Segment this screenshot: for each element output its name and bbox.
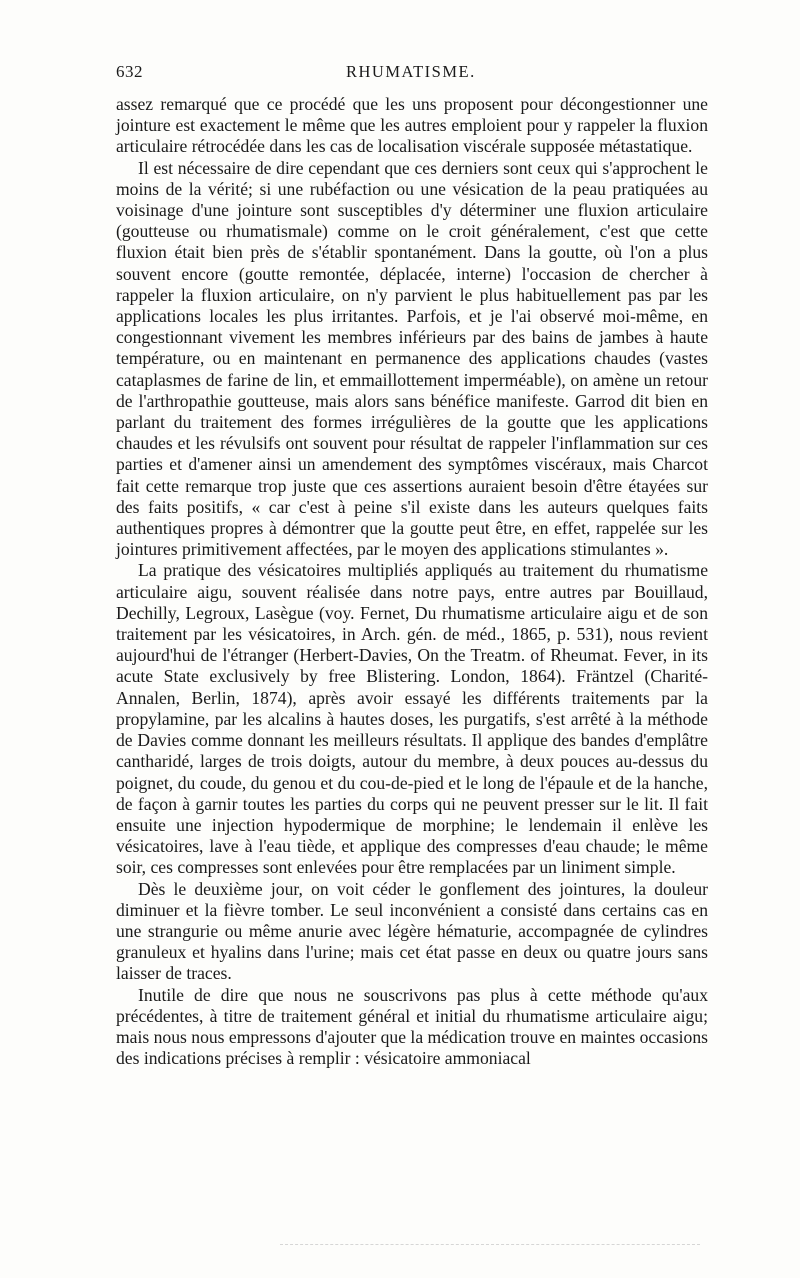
paragraph-1: assez remarqué que ce procédé que les uns proposent pour décongestionner une jointure est exactement le même que les autres emploient pour y rappeler la fluxion articulaire rétrocédée dans les cas de localisation viscérale supposée métastatique. (116, 94, 708, 157)
running-head: RHUMATISME. (346, 62, 476, 81)
paragraph-3: La pratique des vésicatoires multipliés appliqués au traitement du rhumatisme articulaire aigu, souvent réalisée dans notre pays, entre autres par Bouillaud, Dechilly, Legroux, Lasègue (voy. Fernet, Du rhumatisme articulaire aigu et de son traitement par les vésicatoires, in Arch. gén. de méd., 1865, p. 531), nous revient aujourd'hui de l'étranger (Herbert-Davies, On the Treatm. of Rheumat. Fever, in its acute State exclusively by free Blistering. London, 1864). Fräntzel (Charité-Annalen, Berlin, 1874), après avoir essayé les différents traitements par la propylamine, par les alcalins à hautes doses, les purgatifs, s'est arrêté à la méthode de Davies comme donnant les meilleurs résultats. Il applique des bandes d'emplâtre cantharidé, larges de trois doigts, autour du membre, à deux pouces au-dessus du poignet, du coude, du genou et du cou-de-pied et le long de l'épaule et de la hanche, de façon à garnir toutes les parties du corps qui ne peuvent presser sur le lit. Il fait ensuite une injection hypodermique de morphine; le lendemain il enlève les vésicatoires, lave à l'eau tiède, et applique des compresses d'eau chaude; le même soir, ces compresses sont enlevées pour être remplacées par un liniment simple. (116, 560, 708, 878)
paragraph-5: Inutile de dire que nous ne souscrivons pas plus à cette méthode qu'aux précédentes, à titre de traitement général et initial du rhumatisme articulaire aigu; mais nous nous empressons d'ajouter que la médication trouve en maintes occasions des indications précises à remplir : vésicatoire ammoniacal (116, 984, 708, 1069)
page-bottom-rule (280, 1244, 700, 1245)
page-number: 632 (116, 62, 143, 81)
paragraph-2: Il est nécessaire de dire cependant que ces derniers sont ceux qui s'approchent le moins de la vérité; si une rubéfaction ou une vésication de la peau pratiquées au voisinage d'une jointure sont susceptibles d'y déterminer une fluxion articulaire (goutteuse ou rhumatismale) comme on le croit généralement, c'est que cette fluxion était bien près de s'établir spontanément. Dans la goutte, où l'on a plus souvent encore (goutte remontée, déplacée, interne) l'occasion de chercher à rappeler la fluxion articulaire, on n'y parvient le plus habituellement pas par les applications locales les plus irritantes. Parfois, et je l'ai observé moi-même, en congestionnant vivement les membres inférieurs par des bains de jambes à haute température, ou en maintenant en permanence des applications chaudes (vastes cataplasmes de farine de lin, et emmaillottement imperméable), on amène un retour de l'arthropathie goutteuse, mais alors sans bénéfice manifeste. Garrod dit bien en parlant du traitement des formes irrégulières de la goutte que les applications chaudes et les révulsifs ont souvent pour résultat de rappeler l'inflammation sur ces parties et d'amener ainsi un amendement des symptômes viscéraux, mais Charcot fait cette remarque trop juste que ces assertions auraient besoin d'être étayées sur des faits positifs, « car c'est à peine s'il existe dans les auteurs quelques faits authentiques propres à démontrer que la goutte peut être, en effet, rappelée sur les jointures primitivement affectées, par le moyen des applications stimulantes ». (116, 157, 708, 560)
body-text (116, 94, 708, 1069)
page-header (116, 58, 700, 88)
paragraph-4: Dès le deuxième jour, on voit céder le gonflement des jointures, la douleur diminuer et la fièvre tomber. Le seul inconvénient a consisté dans certains cas en une strangurie ou même anurie avec légère hématurie, accompagnée de cylindres granuleux et hyalins dans l'urine; mais cet état passe en deux ou quatre jours sans laisser de traces. (116, 878, 708, 984)
